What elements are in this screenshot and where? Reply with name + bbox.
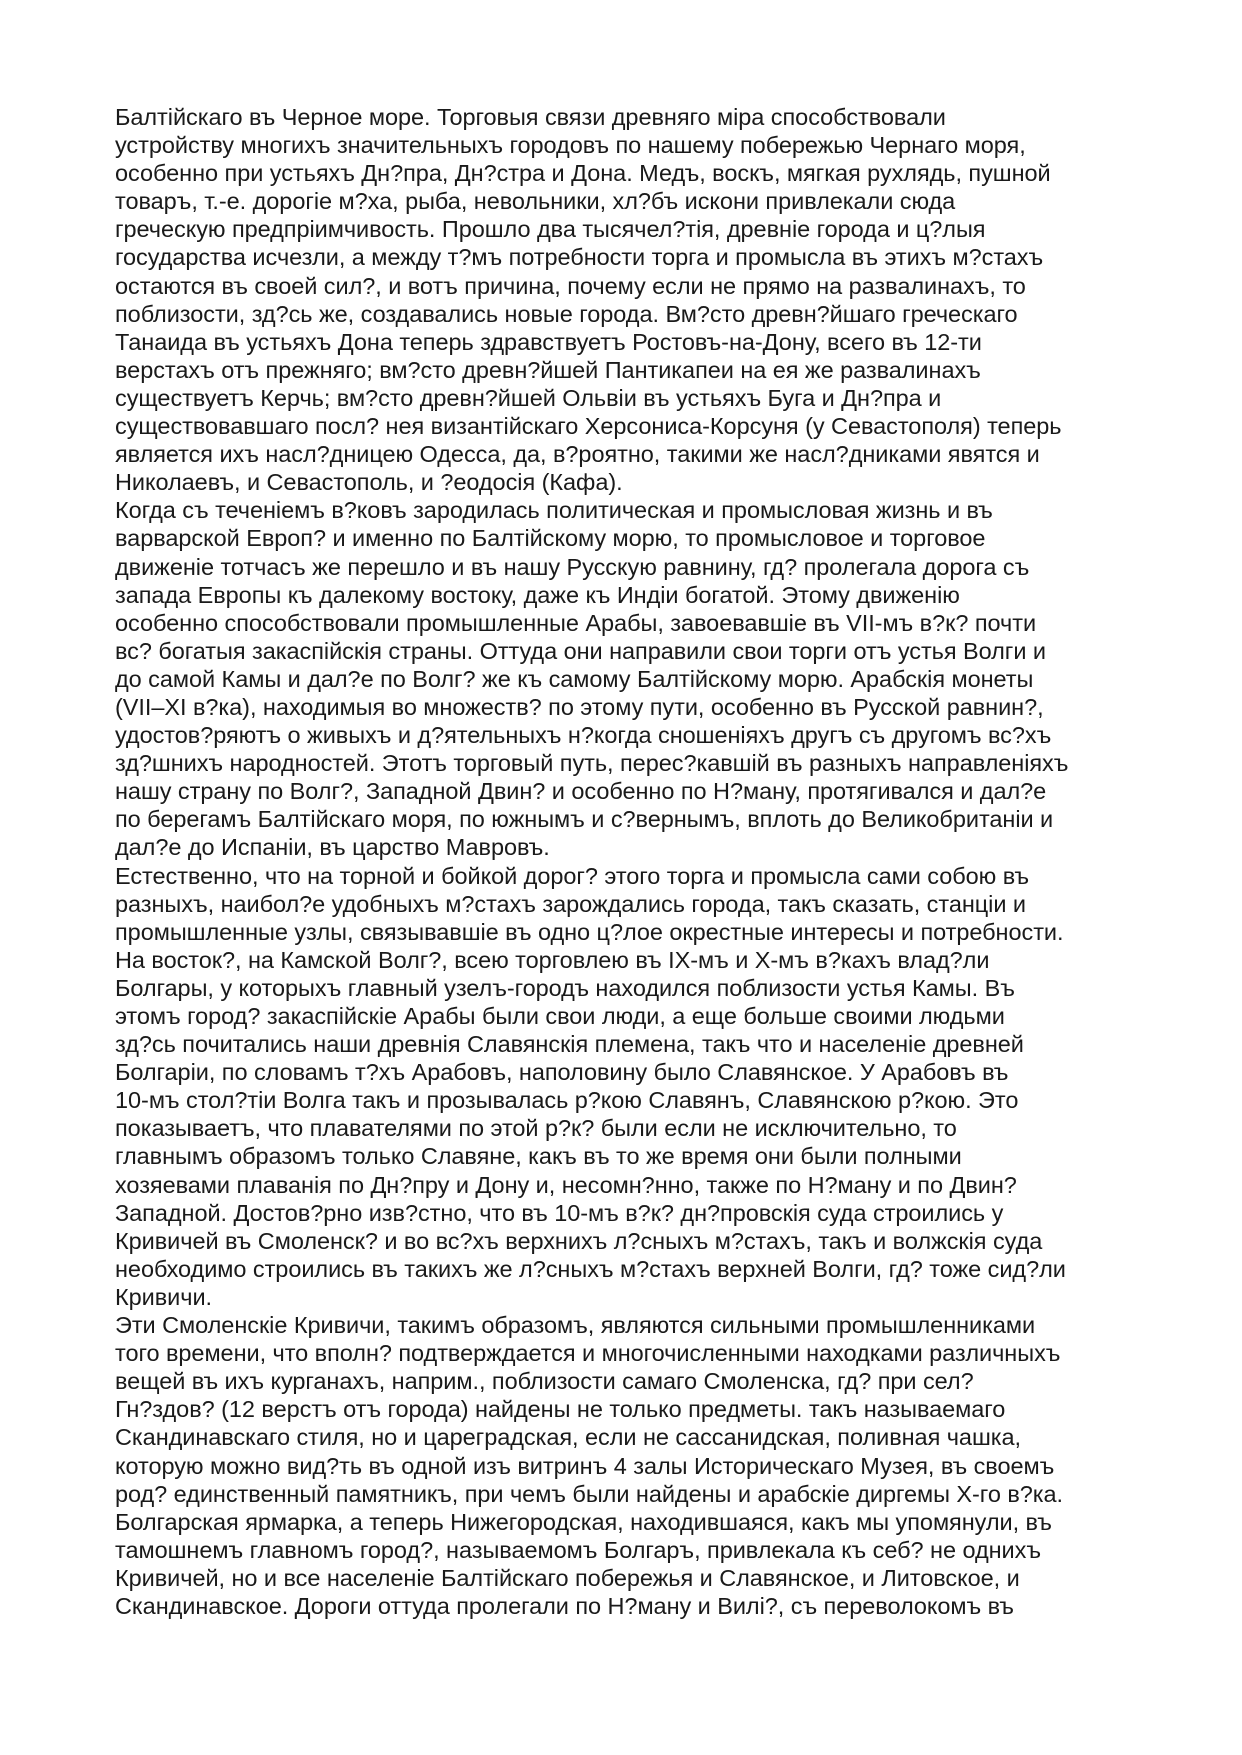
text-line: Скандинавское. Дороги оттуда пролегали по Н?ману и Вилі?, съ переволокомъ въ: [115, 1592, 1014, 1619]
text-line: 10-мъ стол?тіи Волга такъ и прозывалась р?кою Славянъ, Славянскою р?кою. Это: [115, 1087, 1019, 1114]
text-line: варварской Европ? и именно по Балтійскому морю, то промысловое и торговое: [115, 525, 986, 552]
text-line: остаются въ своей сил?, и вотъ причина, почему если не прямо на развалинахъ, то: [115, 272, 1026, 299]
text-line: особенно при устьяхъ Дн?пра, Дн?стра и Дона. Медъ, воскъ, мягкая рухлядь, пушной: [115, 160, 1051, 187]
text-line: греческую предпріимчивость. Прошло два тысячел?тія, древніе города и ц?лыя: [115, 216, 986, 243]
text-line: Танаида въ устьяхъ Дона теперь здравствуетъ Ростовъ-на-Дону, всего въ 12-ти: [115, 328, 982, 355]
text-line: Болгарская ярмарка, а теперь Нижегородская, находившаяся, какъ мы упомянули, въ: [115, 1508, 1052, 1535]
text-line: Эти Смоленскіе Кривичи, такимъ образомъ, являются сильными промышленниками: [115, 1312, 1036, 1339]
text-line: удостов?ряютъ о живыхъ и д?ятельныхъ н?когда сношеніяхъ другъ съ другомъ вс?хъ: [115, 722, 1052, 749]
text-line: движеніе тотчасъ же перешло и въ нашу Русскую равнину, гд? пролегала дорога съ: [115, 553, 1030, 580]
text-line: На восток?, на Камской Волг?, всею торговлею въ IX-мъ и X-мъ в?кахъ влад?ли: [115, 946, 990, 973]
text-line: необходимо строились въ такихъ же л?сныхъ м?стахъ верхней Волги, гд? тоже сид?ли: [115, 1255, 1066, 1282]
text-line: которую можно вид?ть въ одной изъ витринъ 4 залы Историческаго Музея, въ своемъ: [115, 1452, 1055, 1479]
text-line: зд?сь почитались наши древнія Славянскія племена, такъ что и населеніе древней: [115, 1031, 1024, 1058]
text-line: этомъ город? закаспійскіе Арабы были свои люди, а еще больше своими людьми: [115, 1003, 1005, 1029]
text-line: тамошнемъ главномъ город?, называемомъ Болгаръ, привлекала къ себ? не однихъ: [115, 1536, 1041, 1563]
text-line: зд?шнихъ народностей. Этотъ торговый путь, перес?кавшій въ разныхъ направленіяхъ: [115, 750, 1069, 777]
text-line: запада Европы къ далекому востоку, даже къ Индіи богатой. Этому движенію: [115, 581, 960, 608]
text-line: Болгаріи, по словамъ т?хъ Арабовъ, наполовину было Славянское. У Арабовъ въ: [115, 1059, 1009, 1086]
text-line: нашу страну по Волг?, Западной Двин? и особенно по Н?ману, протягивался и дал?е: [115, 778, 1047, 805]
text-line: верстахъ отъ прежняго; вм?сто древн?йшей Пантикапеи на ея же развалинахъ: [115, 356, 981, 383]
text-line: дал?е до Испаніи, въ царство Мавровъ.: [115, 834, 550, 861]
text-line: устройству многихъ значительныхъ городовъ по нашему побережью Чернаго моря,: [115, 132, 1026, 159]
text-line: (VII–XI в?ка), находимыя во множеств? по этому пути, особенно въ Русской равнин?,: [115, 693, 1044, 720]
text-line: существуетъ Керчь; вм?сто древн?йшей Ольвіи въ устьяхъ Буга и Дн?пра и: [115, 384, 942, 411]
text-line: вещей въ ихъ курганахъ, наприм., поблизости самаго Смоленска, гд? при сел?: [115, 1368, 974, 1395]
text-line: Балтійскаго въ Черное море. Торговыя связи древняго міра способствовали: [115, 104, 946, 130]
text-line: разныхъ, наибол?е удобныхъ м?стахъ зарождались города, такъ сказать, станціи и: [115, 890, 1026, 917]
text-line: Кривичей, но и все населеніе Балтійскаго побережья и Славянское, и Литовское, и: [115, 1564, 1020, 1591]
text-line: главнымъ образомъ только Славяне, какъ въ то же время они были полными: [115, 1143, 962, 1170]
body-text: [115, 103, 1135, 1620]
text-line: товаръ, т.-е. дорогіе м?ха, рыба, невольники, хл?бъ искони привлекали сюда: [115, 188, 956, 215]
text-line: род? единственный памятникъ, при чемъ были найдены и арабскіе диргемы X-го в?ка.: [115, 1480, 1064, 1507]
text-line: того времени, что вполн? подтверждается и многочисленными находками различныхъ: [115, 1340, 1061, 1367]
text-line: хозяевами плаванія по Дн?пру и Дону и, несомн?нно, также по Н?ману и по Двин?: [115, 1171, 1017, 1198]
text-line: Скандинавскаго стиля, но и цареградская, если не сассанидская, поливная чашка,: [115, 1424, 1021, 1451]
text-line: вс? богатыя закаспійскія страны. Оттуда они направили свои торги отъ устья Волги и: [115, 637, 1046, 664]
text-line: Болгары, у которыхъ главный узелъ-городъ находился поблизости устья Камы. Въ: [115, 974, 1015, 1001]
text-line: Кривичей въ Смоленск? и во вс?хъ верхнихъ л?сныхъ м?стахъ, такъ и волжскія суда: [115, 1227, 1043, 1254]
text-line: государства исчезли, а между т?мъ потребности торга и промысла въ этихъ м?стахъ: [115, 244, 1044, 271]
text-line: особенно способствовали промышленные Арабы, завоевавшіе въ VII-мъ в?к? почти: [115, 609, 1037, 636]
text-line: показываетъ, что плавателями по этой р?к? были если не исключительно, то: [115, 1115, 957, 1142]
text-line: Гн?здов? (12 верстъ отъ города) найдены не только предметы. такъ называемаго: [115, 1396, 1006, 1423]
text-line: Западной. Достов?рно изв?стно, что въ 10-мъ в?к? дн?провскія суда строились у: [115, 1199, 1004, 1226]
text-line: Когда съ теченіемъ в?ковъ зародилась политическая и промысловая жизнь и въ: [115, 497, 993, 524]
text-line: существовавшаго посл? нея византійскаго Херсониса-Корсуня (у Севастополя) теперь: [115, 413, 1062, 440]
text-line: поблизости, зд?сь же, создавались новые города. Вм?сто древн?йшаго греческаго: [115, 300, 1018, 327]
text-line: Кривичи.: [115, 1283, 212, 1310]
text-line: Николаевъ, и Севастополь, и ?еодосія (Кафа).: [115, 469, 623, 496]
text-line: является ихъ насл?дницею Одесса, да, в?роятно, такими же насл?дниками явятся и: [115, 441, 1040, 468]
text-line: по берегамъ Балтійскаго моря, по южнымъ и с?вернымъ, вплоть до Великобританіи и: [115, 806, 1054, 833]
text-line: Естественно, что на торной и бойкой дорог? этого торга и промысла сами собою въ: [115, 862, 1030, 889]
text-line: до самой Камы и дал?е по Волг? же къ самому Балтійскому морю. Арабскія монеты: [115, 665, 1034, 692]
text-line: промышленные узлы, связывавшіе въ одно ц?лое окрестные интересы и потребности.: [115, 918, 1064, 945]
